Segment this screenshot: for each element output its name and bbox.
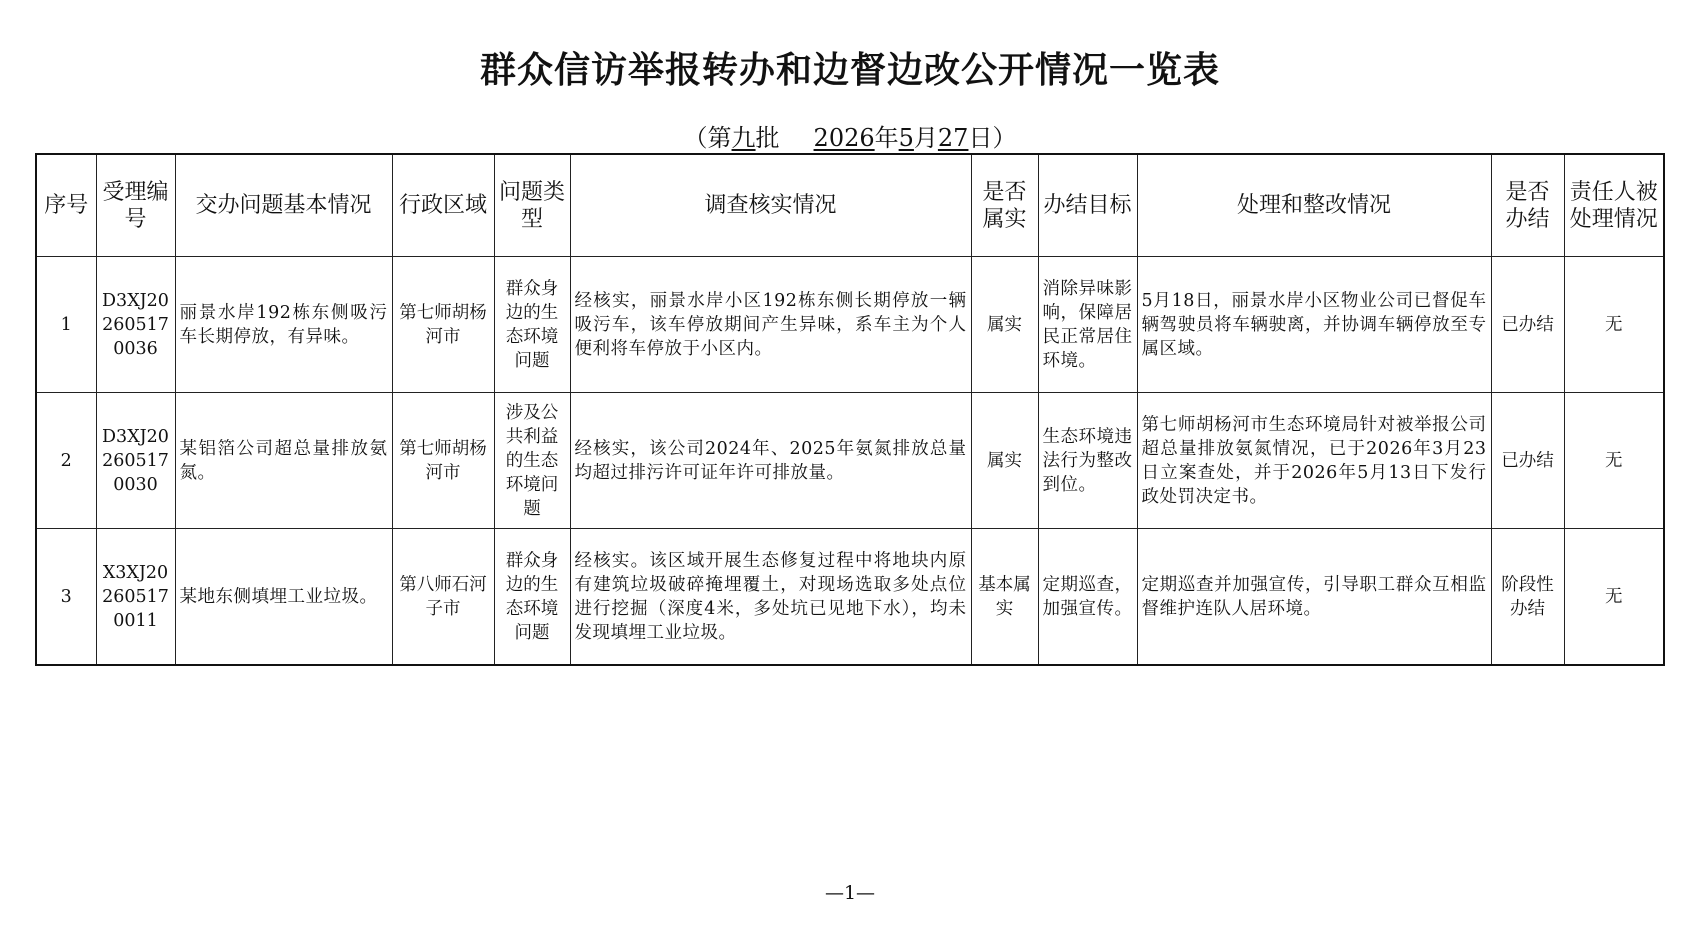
batch-month-suffix: 月 xyxy=(913,124,938,152)
table-row xyxy=(36,529,1664,666)
batch-close-paren: ） xyxy=(992,124,1017,152)
cell-code: D3XJ202605170030 xyxy=(96,393,175,529)
cell-goal: 生态环境违法行为整改到位。 xyxy=(1038,393,1137,529)
cell-accountability: 无 xyxy=(1564,529,1664,666)
cell-closed: 阶段性办结 xyxy=(1491,529,1564,666)
header-investigation: 调查核实情况 xyxy=(570,154,971,257)
cell-issue: 某地东侧填埋工业垃圾。 xyxy=(175,529,392,666)
header-verified: 是否属实 xyxy=(971,154,1038,257)
batch-post: 批 xyxy=(755,124,780,152)
cell-investigation: 经核实，丽景水岸小区192栋东侧长期停放一辆吸污车，该车停放期间产生异味，系车主为个人便利将车停放于小区内。 xyxy=(570,257,971,393)
header-accountability: 责任人被处理情况 xyxy=(1564,154,1664,257)
batch-day-suffix: 日 xyxy=(968,124,993,152)
cell-seq: 1 xyxy=(36,257,96,393)
cell-investigation: 经核实。该区域开展生态修复过程中将地块内原有建筑垃圾破碎掩埋覆土，对现场选取多处点位进行挖掘（深度4米，多处坑已见地下水），均未发现填埋工业垃圾。 xyxy=(570,529,971,666)
cell-type: 涉及公共利益的生态环境问题 xyxy=(494,393,570,529)
batch-open-paren: （ xyxy=(683,124,708,152)
header-issue: 交办问题基本情况 xyxy=(175,154,392,257)
header-handling: 处理和整改情况 xyxy=(1137,154,1491,257)
page-title: 群众信访举报转办和边督边改公开情况一览表 xyxy=(479,49,1220,91)
cell-type: 群众身边的生态环境问题 xyxy=(494,529,570,666)
header-goal: 办结目标 xyxy=(1038,154,1137,257)
batch-date-line xyxy=(0,118,1700,153)
table-header-row xyxy=(36,154,1664,257)
cell-goal: 消除异味影响，保障居民正常居住环境。 xyxy=(1038,257,1137,393)
cell-accountability: 无 xyxy=(1564,393,1664,529)
cell-seq: 3 xyxy=(36,529,96,666)
cell-handling: 定期巡查并加强宣传，引导职工群众互相监督维护连队人居环境。 xyxy=(1137,529,1491,666)
cell-verified: 基本属实 xyxy=(971,529,1038,666)
cell-seq: 2 xyxy=(36,393,96,529)
page-number: —1— xyxy=(824,882,876,904)
cell-verified: 属实 xyxy=(971,393,1038,529)
batch-year: 2026 xyxy=(813,124,875,152)
cell-handling: 第七师胡杨河市生态环境局针对被举报公司超总量排放氨氮情况，已于2026年3月23日立案查处，并于2026年5月13日下发行政处罚决定书。 xyxy=(1137,393,1491,529)
cell-region: 第七师胡杨河市 xyxy=(392,257,494,393)
table-row xyxy=(36,393,1664,529)
cell-region: 第七师胡杨河市 xyxy=(392,393,494,529)
batch-number: 九 xyxy=(731,124,756,152)
batch-month: 5 xyxy=(898,124,914,152)
cell-handling: 5月18日，丽景水岸小区物业公司已督促车辆驾驶员将车辆驶离，并协调车辆停放至专属区域。 xyxy=(1137,257,1491,393)
cell-code: X3XJ202605170011 xyxy=(96,529,175,666)
cell-code: D3XJ202605170036 xyxy=(96,257,175,393)
disclosure-table xyxy=(35,153,1665,666)
cell-issue: 某铝箔公司超总量排放氨氮。 xyxy=(175,393,392,529)
header-seq: 序号 xyxy=(36,154,96,257)
cell-region: 第八师石河子市 xyxy=(392,529,494,666)
cell-verified: 属实 xyxy=(971,257,1038,393)
batch-day: 27 xyxy=(937,124,969,152)
header-region: 行政区域 xyxy=(392,154,494,257)
cell-investigation: 经核实，该公司2024年、2025年氨氮排放总量均超过排污许可证年许可排放量。 xyxy=(570,393,971,529)
header-type: 问题类型 xyxy=(494,154,570,257)
cell-issue: 丽景水岸192栋东侧吸污车长期停放，有异味。 xyxy=(175,257,392,393)
table-row xyxy=(36,257,1664,393)
cell-type: 群众身边的生态环境问题 xyxy=(494,257,570,393)
cell-closed: 已办结 xyxy=(1491,393,1564,529)
header-closed: 是否办结 xyxy=(1491,154,1564,257)
batch-pre: 第 xyxy=(707,124,732,152)
cell-closed: 已办结 xyxy=(1491,257,1564,393)
batch-year-suffix: 年 xyxy=(874,124,899,152)
cell-goal: 定期巡查，加强宣传。 xyxy=(1038,529,1137,666)
cell-accountability: 无 xyxy=(1564,257,1664,393)
header-code: 受理编号 xyxy=(96,154,175,257)
